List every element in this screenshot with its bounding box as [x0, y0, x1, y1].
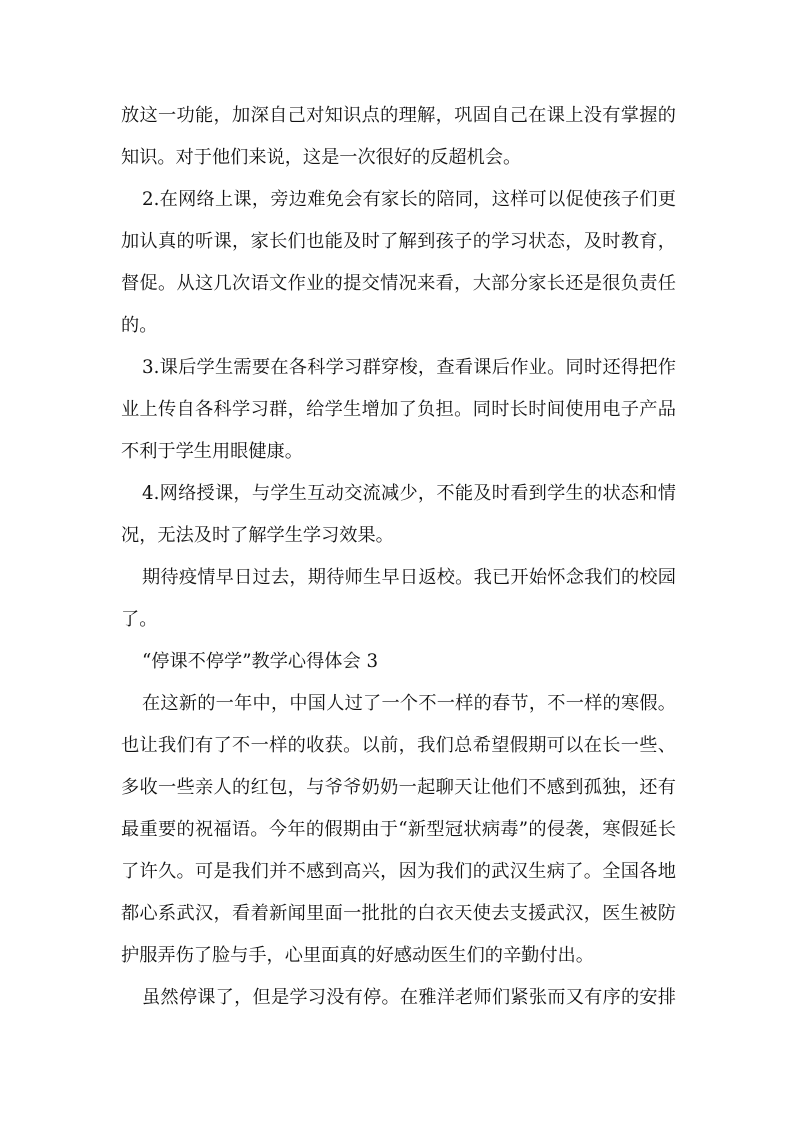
text-line: 也让我们有了不一样的收获。以前，我们总希望假期可以在长一些、 [121, 735, 676, 756]
paragraph-line: 虽然停课了，但是学习没有停。在雅洋老师们紧张而又有序的安排 [142, 987, 676, 1008]
list-item-2-line: 2.在网络上课，旁边难免会有家长的陪同，这样可以促使孩子们更 [142, 189, 676, 210]
text-line: 况，无法及时了解学生学习效果。 [121, 525, 394, 546]
text-line: 了许久。可是我们并不感到高兴，因为我们的武汉生病了。全国各地 [121, 861, 676, 882]
section-heading: “停课不停学”教学心得体会 3 [142, 651, 379, 672]
text-line: 放这一功能，加深自己对知识点的理解，巩固自己在课上没有掌握的 [121, 105, 676, 126]
text-line: 了。 [121, 609, 158, 630]
text-line: 最重要的祝福语。今年的假期由于“新型冠状病毒”的侵袭，寒假延长 [121, 819, 676, 840]
text-line: 不利于学生用眼健康。 [121, 441, 303, 462]
text-line: 加认真的听课，家长们也能及时了解到孩子的学习状态，及时教育， [121, 231, 676, 252]
text-line: 都心系武汉，看着新闻里面一批批的白衣天使去支援武汉，医生被防 [121, 903, 676, 924]
text-line: 多收一些亲人的红包，与爷爷奶奶一起聊天让他们不感到孤独，还有 [121, 777, 676, 798]
text-line: 知识。对于他们来说，这是一次很好的反超机会。 [121, 147, 522, 168]
text-line: 护服弄伤了脸与手，心里面真的好感动医生们的辛勤付出。 [121, 945, 594, 966]
list-item-3-line: 3.课后学生需要在各科学习群穿梭，查看课后作业。同时还得把作 [142, 357, 676, 378]
paragraph-line: 期待疫情早日过去，期待师生早日返校。我已开始怀念我们的校园 [142, 567, 676, 588]
text-line: 业上传自各科学习群，给学生增加了负担。同时长时间使用电子产品 [121, 399, 676, 420]
list-item-4-line: 4.网络授课，与学生互动交流减少，不能及时看到学生的状态和情 [142, 483, 676, 504]
text-line: 的。 [121, 315, 158, 336]
paragraph-line: 在这新的一年中，中国人过了一个不一样的春节，不一样的寒假。 [142, 693, 676, 714]
text-line: 督促。从这几次语文作业的提交情况来看，大部分家长还是很负责任 [121, 273, 676, 294]
